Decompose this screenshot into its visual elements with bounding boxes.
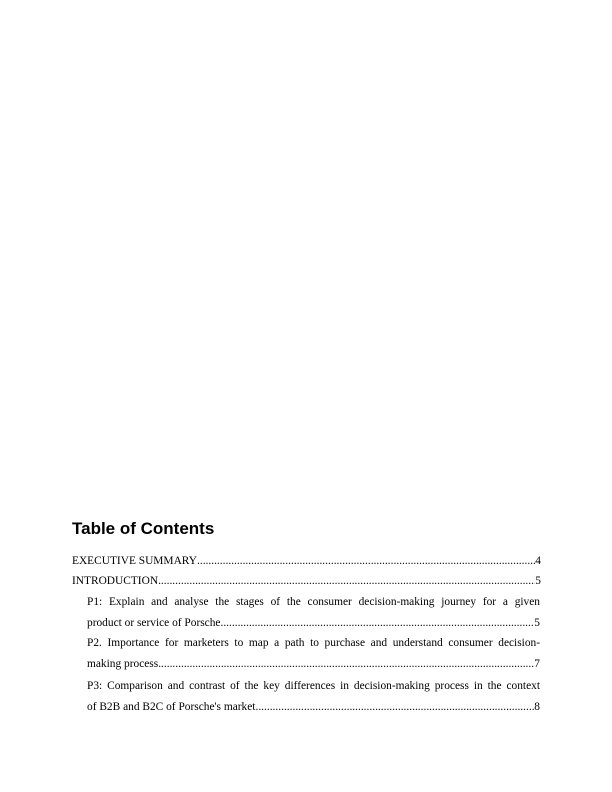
toc-entry-title: INTRODUCTION xyxy=(72,575,159,587)
toc-entry-title-line-2: product or service of Porsche xyxy=(87,617,221,629)
toc-heading: Table of Contents xyxy=(72,519,215,538)
toc-entry-p2[interactable] xyxy=(87,633,540,675)
toc-entry-title-line-2: making process xyxy=(87,658,159,670)
toc-entry-p1[interactable] xyxy=(87,592,540,634)
toc-entry-executive-summary[interactable] xyxy=(72,551,541,572)
toc-entry-line xyxy=(87,654,540,675)
toc-dot-leader xyxy=(197,551,535,572)
toc-entry-title-line-1 xyxy=(87,592,540,613)
toc-dot-leader xyxy=(158,571,535,592)
toc-entry-title-part: P3: Comparison and contrast of the key differences in decision-making process in the context xyxy=(87,680,540,692)
toc-entry-title-line-1 xyxy=(87,633,540,654)
toc-dot-leader xyxy=(220,613,534,634)
toc-entry-title-part: P2. Importance for marketers to map a path to purchase and understand consumer decision- xyxy=(87,637,540,649)
toc-entry-title-line-1 xyxy=(87,676,540,697)
toc-entry-line xyxy=(87,613,540,634)
toc-entry-title-part: P1: Explain and analyse the stages of the consumer decision-making journey for a given xyxy=(87,596,540,608)
toc-entry-introduction[interactable] xyxy=(72,571,541,592)
toc-entry-line xyxy=(72,571,541,592)
toc-entry-p3[interactable] xyxy=(87,676,540,718)
toc-page-number: 5 xyxy=(534,617,540,629)
toc-page-number: 7 xyxy=(534,658,540,670)
toc-dot-leader xyxy=(158,654,534,675)
toc-page-number: 5 xyxy=(535,575,541,587)
toc-entry-title: EXECUTIVE SUMMARY xyxy=(72,555,197,567)
toc-entry-line xyxy=(87,697,540,718)
toc-page-number: 4 xyxy=(535,555,541,567)
toc-entry-line xyxy=(72,551,541,572)
toc-entry-title-line-2: of B2B and B2C of Porsche's market xyxy=(87,701,256,713)
toc-page-number: 8 xyxy=(534,701,540,713)
toc-dot-leader xyxy=(255,697,534,718)
